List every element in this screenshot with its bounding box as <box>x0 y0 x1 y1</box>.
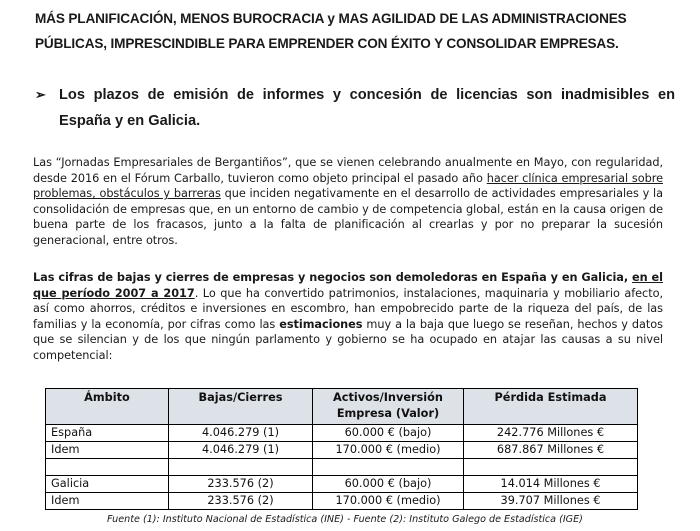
cell-bajas: 4.046.279 (1) <box>169 425 313 442</box>
cell-bajas: 4.046.279 (1) <box>169 442 313 459</box>
cell-activos: 170.000 € (medio) <box>313 442 464 459</box>
cell-activos: 60.000 € (bajo) <box>313 425 464 442</box>
cell-activos: 60.000 € (bajo) <box>313 476 464 493</box>
header-ambito: Ámbito <box>46 389 169 425</box>
paragraph1-part2: que inciden negativamente en el desarrollo de actividades empresariales y la consolidación de empresas que, en un entorno de cambio y de competencia global, están en la causa origen de buena parte de los fracasos, junto a la falta de planificación al crearlas y por no preparar la sucesión generacional, entre otros. <box>33 187 664 247</box>
cell-perdida: 14.014 Millones € <box>464 476 638 493</box>
section-subheading <box>35 82 675 134</box>
table-row <box>46 442 638 459</box>
business-closures-table <box>45 388 638 510</box>
cell-bajas: 233.576 (2) <box>169 476 313 493</box>
paragraph2-period: en el que período 2007 a 2017 <box>33 271 663 300</box>
cell-ambito <box>46 459 169 476</box>
table-header-row <box>46 389 638 425</box>
subheading-text: Los plazos de emisión de informes y concesión de licencias son inadmisibles en España y en Galicia. <box>59 87 675 129</box>
cell-perdida: 242.776 Millones € <box>464 425 638 442</box>
title-line-2: PÚBLICAS, IMPRESCINDIBLE PARA EMPRENDER CON ÉXITO Y CONSOLIDAR EMPRESAS. <box>35 36 619 51</box>
paragraph1-part1: Las “Jornadas Empresariales de Bergantiños”, que se vienen celebrando anualmente en Mayo, con regularidad, desde 2016 en el Fórum Carballo, tuvieron como objeto principal el pasado año <box>33 156 663 185</box>
title-line-1: MÁS PLANIFICACIÓN, MENOS BUROCRACIA y MAS AGILIDAD DE LAS ADMINISTRACIONES <box>35 11 627 26</box>
cell-bajas: 233.576 (2) <box>169 493 313 510</box>
table-source-footnote: Fuente (1): Instituto Nacional de Estadística (INE) - Fuente (2): Instituto Galego de Estadística (IGE) <box>107 514 583 525</box>
paragraph1-underlined: hacer clínica empresarial sobre problemas, obstáculos y barreras <box>33 171 663 201</box>
cell-activos: 170.000 € (medio) <box>313 493 464 510</box>
cell-perdida <box>464 459 638 476</box>
cell-perdida: 687.867 Millones € <box>464 442 638 459</box>
table-row <box>46 476 638 493</box>
cell-ambito: España <box>46 425 169 442</box>
paragraph2-part1: . Lo que ha convertido patrimonios, instalaciones, maquinaria y mobiliario afecto, así como ahorros, créditos e inversiones en escombro, han empobrecido parte de la riqueza del país, de las familias y la economía, por cifras como las <box>33 286 663 331</box>
paragraph-cifras <box>33 270 663 364</box>
header-bajas-cierres: Bajas/Cierres <box>169 389 313 425</box>
cell-ambito: Galicia <box>46 476 169 493</box>
cell-ambito: Idem <box>46 442 169 459</box>
cell-ambito: Idem <box>46 493 169 510</box>
header-perdida-estimada: Pérdida Estimada <box>464 389 638 425</box>
table-row <box>46 425 638 442</box>
paragraph2-bold-lead: Las cifras de bajas y cierres de empresas y negocios son demoledoras en España y en Galicia, <box>33 271 633 284</box>
paragraph2-bold-word: estimaciones <box>279 317 363 331</box>
paragraph-jornadas <box>33 155 663 249</box>
document-title <box>35 6 675 56</box>
arrow-bullet-icon: ➢ <box>35 87 46 102</box>
header-activos-inversion: Activos/Inversión Empresa (Valor) <box>313 389 464 425</box>
cell-perdida: 39.707 Millones € <box>464 493 638 510</box>
paragraph2-part2: muy a la baja que luego se reseñan, hechos y datos que se silencian y de los que ningún parlamento y gobierno se ha ocupado en atajar las causas a su nivel competencial: <box>33 317 663 362</box>
table-row-empty <box>46 459 638 476</box>
cell-bajas <box>169 459 313 476</box>
cell-activos <box>313 459 464 476</box>
table-row <box>46 493 638 510</box>
